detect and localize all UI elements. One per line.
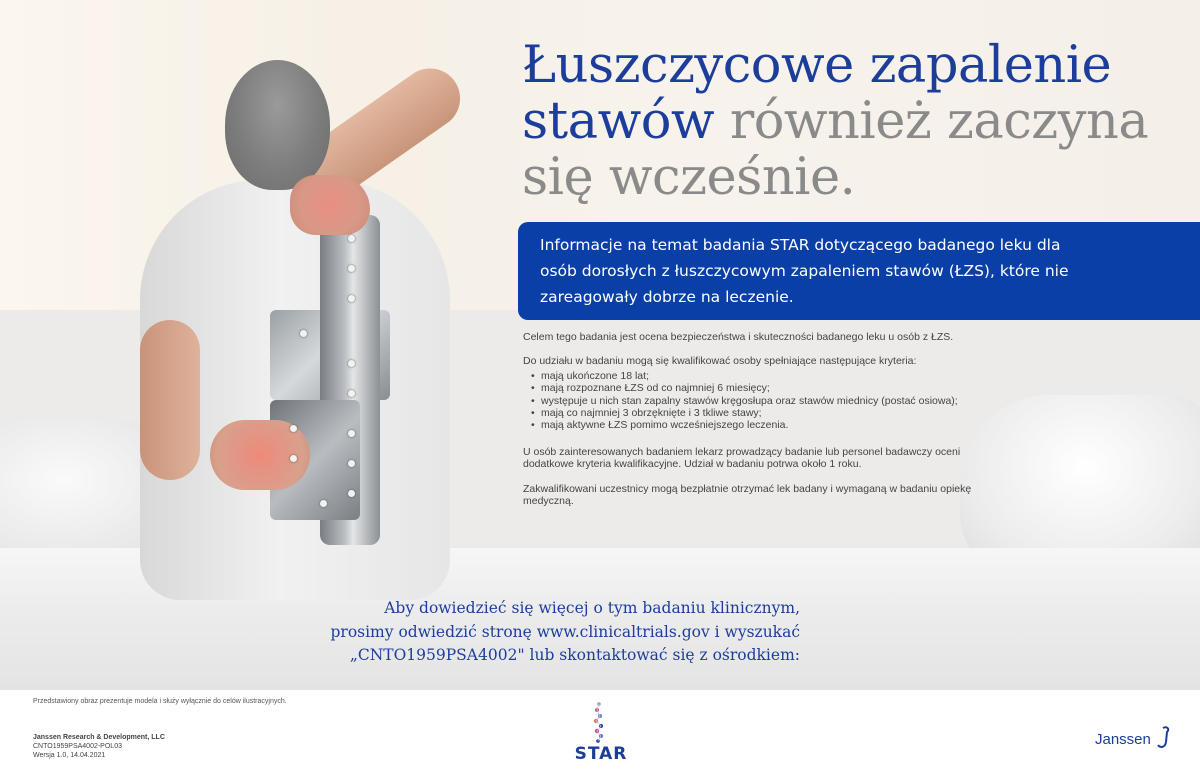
headline-line-2 bbox=[522, 94, 1182, 150]
hand-on-neck bbox=[290, 175, 370, 235]
rivet bbox=[290, 425, 297, 432]
headline-grey-words: również zaczyna bbox=[729, 92, 1149, 151]
rivet bbox=[348, 265, 355, 272]
rivet bbox=[320, 500, 327, 507]
company-info bbox=[33, 733, 165, 760]
janssen-wordmark: Janssen bbox=[1095, 731, 1151, 748]
criteria-item: • mają rozpoznane ŁZS od co najmniej 6 miesięcy; bbox=[541, 382, 993, 394]
rivet bbox=[348, 430, 355, 437]
criteria-list bbox=[523, 370, 993, 432]
headline-line-1: Łuszczycowe zapalenie bbox=[522, 36, 1112, 95]
rivet bbox=[348, 235, 355, 242]
rivet bbox=[348, 460, 355, 467]
cta-line-1: Aby dowiedzieć się więcej o tym badaniu klinicznym, bbox=[384, 599, 800, 617]
rivet bbox=[348, 490, 355, 497]
star-logo-text: STAR bbox=[574, 744, 628, 764]
criteria-item: • mają ukończone 18 lat; bbox=[541, 370, 993, 382]
rivet bbox=[300, 330, 307, 337]
rivet bbox=[348, 295, 355, 302]
cta-line-2: prosimy odwiedzić stronę www.clinicaltrials.gov i wyszukać bbox=[330, 622, 800, 641]
purpose-paragraph: Celem tego badania jest ocena bezpieczeństwa i skuteczności badanego leku u osób z ŁZS. bbox=[523, 331, 954, 343]
cta-line-3: „CNTO1959PSA4002" lub skontaktować się z ośrodkiem: bbox=[349, 646, 800, 664]
eligibility-intro: Do udziału w badaniu mogą się kwalifikować osoby spełniające następujące kryteria: bbox=[523, 355, 917, 368]
document-code: CNTO1959PSA4002-POL03 bbox=[33, 743, 122, 750]
benefits-paragraph: Zakwalifikowani uczestnicy mogą bezpłatnie otrzymać lek badany i wymaganą w badaniu opiekę medyczną. bbox=[523, 482, 972, 508]
banner-text: Informacje na temat badania STAR dotyczącego badanego leku dla osób dorosłych z łuszczycowym zapaleniem stawów (ŁZS), które nie zareagowały dobrze na leczenie. bbox=[540, 236, 1069, 306]
janssen-logo bbox=[1095, 726, 1171, 750]
lower-arm bbox=[140, 320, 200, 480]
headline bbox=[522, 38, 1182, 206]
criteria-item: • mają co najmniej 3 obrzęknięte i 3 tkliwe stawy; bbox=[541, 407, 993, 419]
head bbox=[225, 60, 330, 190]
rivet bbox=[290, 455, 297, 462]
star-logo bbox=[566, 698, 636, 773]
janssen-mark-icon bbox=[1157, 726, 1171, 750]
headline-blue-word: stawów bbox=[522, 92, 715, 151]
criteria-item: • mają aktywne ŁZS pomimo wcześniejszego leczenia. bbox=[541, 419, 993, 431]
man-illustration bbox=[120, 60, 480, 580]
document-version: Wersja 1.0, 14.04.2021 bbox=[33, 752, 106, 759]
info-banner bbox=[518, 222, 1200, 320]
image-disclaimer: Przedstawiony obraz prezentuje modela i służy wyłącznie do celów ilustracyjnych. bbox=[33, 698, 287, 705]
headline-line-3: się wcześnie. bbox=[522, 148, 856, 207]
rivet bbox=[348, 390, 355, 397]
assessment-paragraph: U osób zainteresowanych badaniem lekarz prowadzący badanie lub personel badawczy oceni dodatkowe kryteria kwalifikacyjne. Udział w badaniu potrwa około 1 roku. bbox=[523, 445, 961, 471]
rivet bbox=[348, 360, 355, 367]
study-description bbox=[523, 331, 993, 519]
criteria-item: • występuje u nich stan zapalny stawów kręgosłupa oraz stawów miednicy (postać osiowa); bbox=[541, 395, 993, 407]
star-spine-icon bbox=[566, 698, 636, 746]
company-name: Janssen Research & Development, LLC bbox=[33, 734, 165, 741]
call-to-action bbox=[300, 597, 800, 668]
